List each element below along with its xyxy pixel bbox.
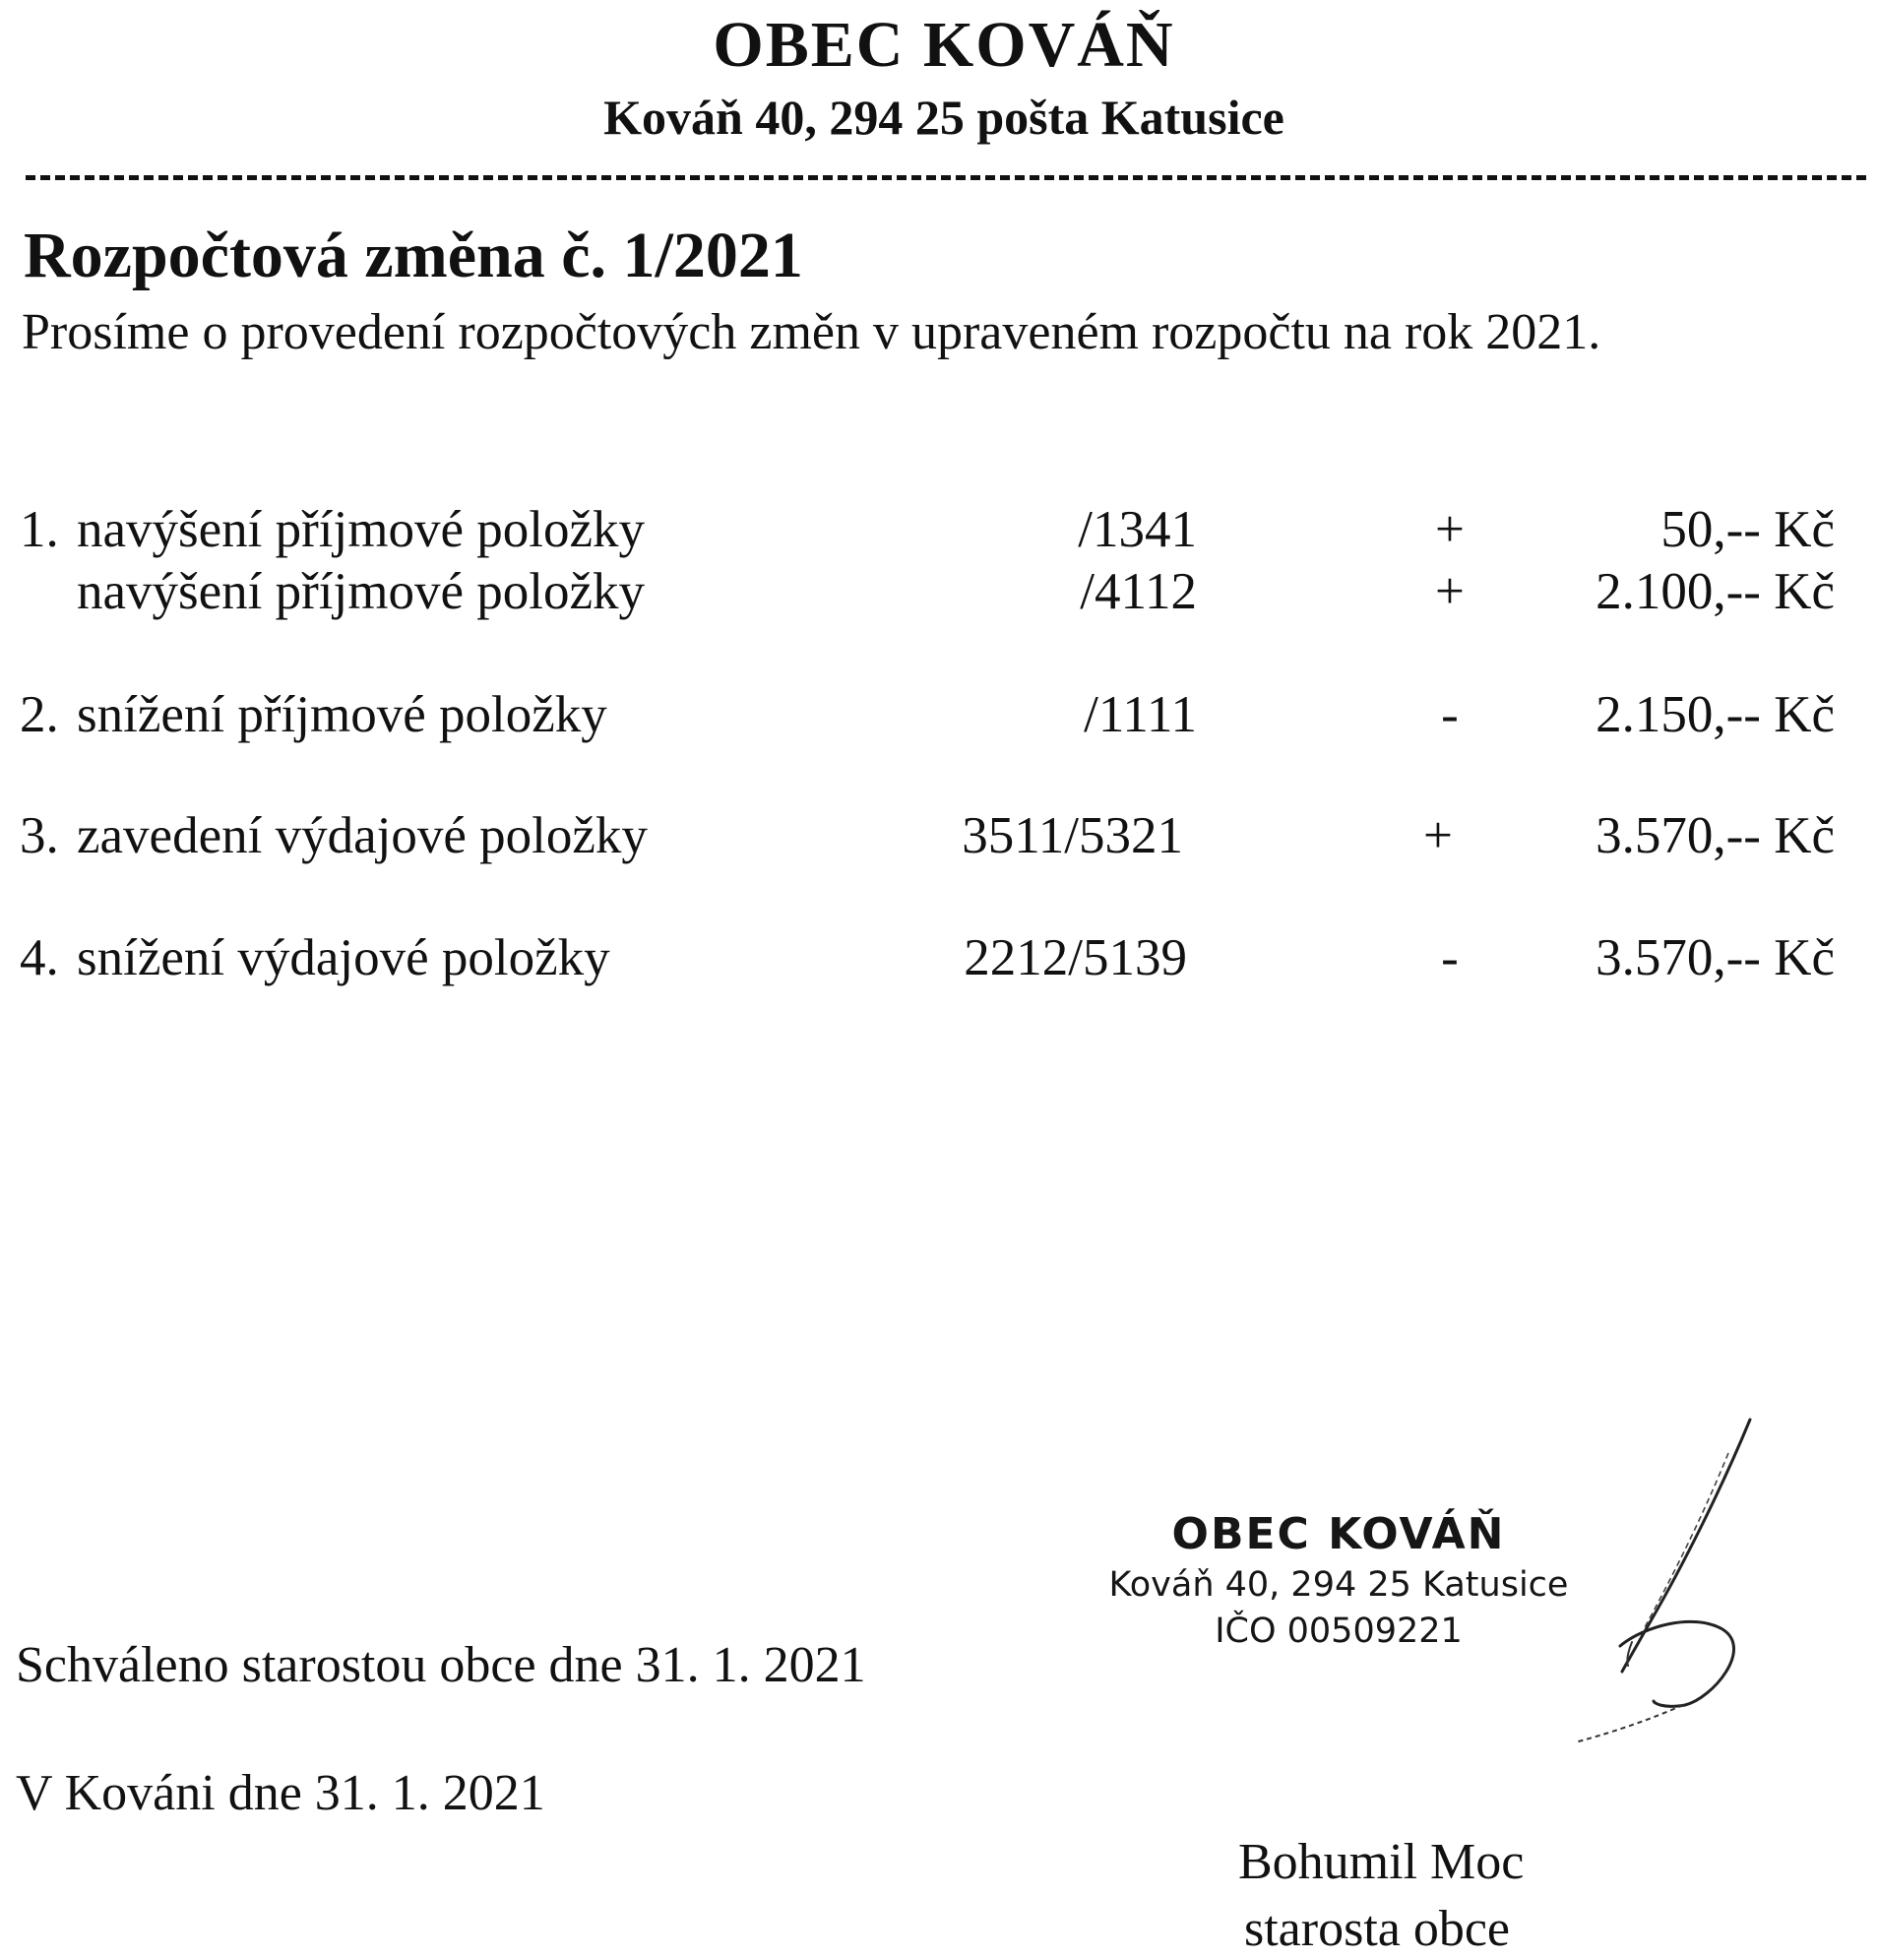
item-sign: + xyxy=(1435,563,1465,620)
budget-item xyxy=(0,562,1878,625)
dashed-divider xyxy=(26,175,1866,180)
organization-address: Kováň 40, 294 25 pošta Katusice xyxy=(603,90,1284,145)
item-number: 3. xyxy=(20,807,59,864)
item-sign: + xyxy=(1423,807,1453,864)
item-description: zavedení výdajové položky xyxy=(77,807,648,864)
item-sign: - xyxy=(1441,929,1459,986)
item-code: 2212/5139 xyxy=(964,929,1187,986)
item-code: /1111 xyxy=(1084,686,1197,743)
document-title: Rozpočtová změna č. 1/2021 xyxy=(24,220,803,291)
document-intro: Prosíme o provedení rozpočtových změn v upraveném rozpočtu na rok 2021. xyxy=(22,304,1601,360)
item-description: snížení příjmové položky xyxy=(77,686,607,743)
item-sign: + xyxy=(1435,501,1465,558)
item-amount: 3.570,-- Kč xyxy=(1596,807,1835,864)
budget-item xyxy=(0,500,1878,563)
item-description: snížení výdajové položky xyxy=(77,929,610,986)
signer-name: Bohumil Moc xyxy=(1238,1834,1525,1890)
stamp-ico: IČO 00509221 xyxy=(1215,1612,1463,1651)
item-amount: 2.150,-- Kč xyxy=(1596,686,1835,743)
budget-item xyxy=(0,685,1878,748)
item-code: /4112 xyxy=(1080,563,1197,620)
approval-statement: Schváleno starostou obce dne 31. 1. 2021 xyxy=(16,1637,866,1693)
budget-item xyxy=(0,928,1878,991)
item-description: navýšení příjmové položky xyxy=(77,501,645,558)
item-number: 1. xyxy=(20,501,59,558)
stamp-org-name: OBEC KOVÁŇ xyxy=(1171,1509,1506,1559)
budget-item xyxy=(0,806,1878,869)
item-sign: - xyxy=(1441,686,1459,743)
place-and-date: V Kováni dne 31. 1. 2021 xyxy=(16,1765,545,1821)
handwritten-signature xyxy=(1535,1418,1752,1742)
signer-role: starosta obce xyxy=(1244,1901,1511,1957)
item-number: 4. xyxy=(20,929,59,986)
item-amount: 2.100,-- Kč xyxy=(1596,563,1835,620)
item-description: navýšení příjmové položky xyxy=(77,563,645,620)
item-code: 3511/5321 xyxy=(962,807,1183,864)
item-amount: 3.570,-- Kč xyxy=(1596,929,1835,986)
item-code: /1341 xyxy=(1078,501,1197,558)
organization-name: OBEC KOVÁŇ xyxy=(713,9,1175,81)
item-amount: 50,-- Kč xyxy=(1660,501,1835,558)
official-stamp xyxy=(1093,1508,1585,1654)
item-number: 2. xyxy=(20,686,59,743)
stamp-address: Kováň 40, 294 25 Katusice xyxy=(1108,1565,1569,1605)
